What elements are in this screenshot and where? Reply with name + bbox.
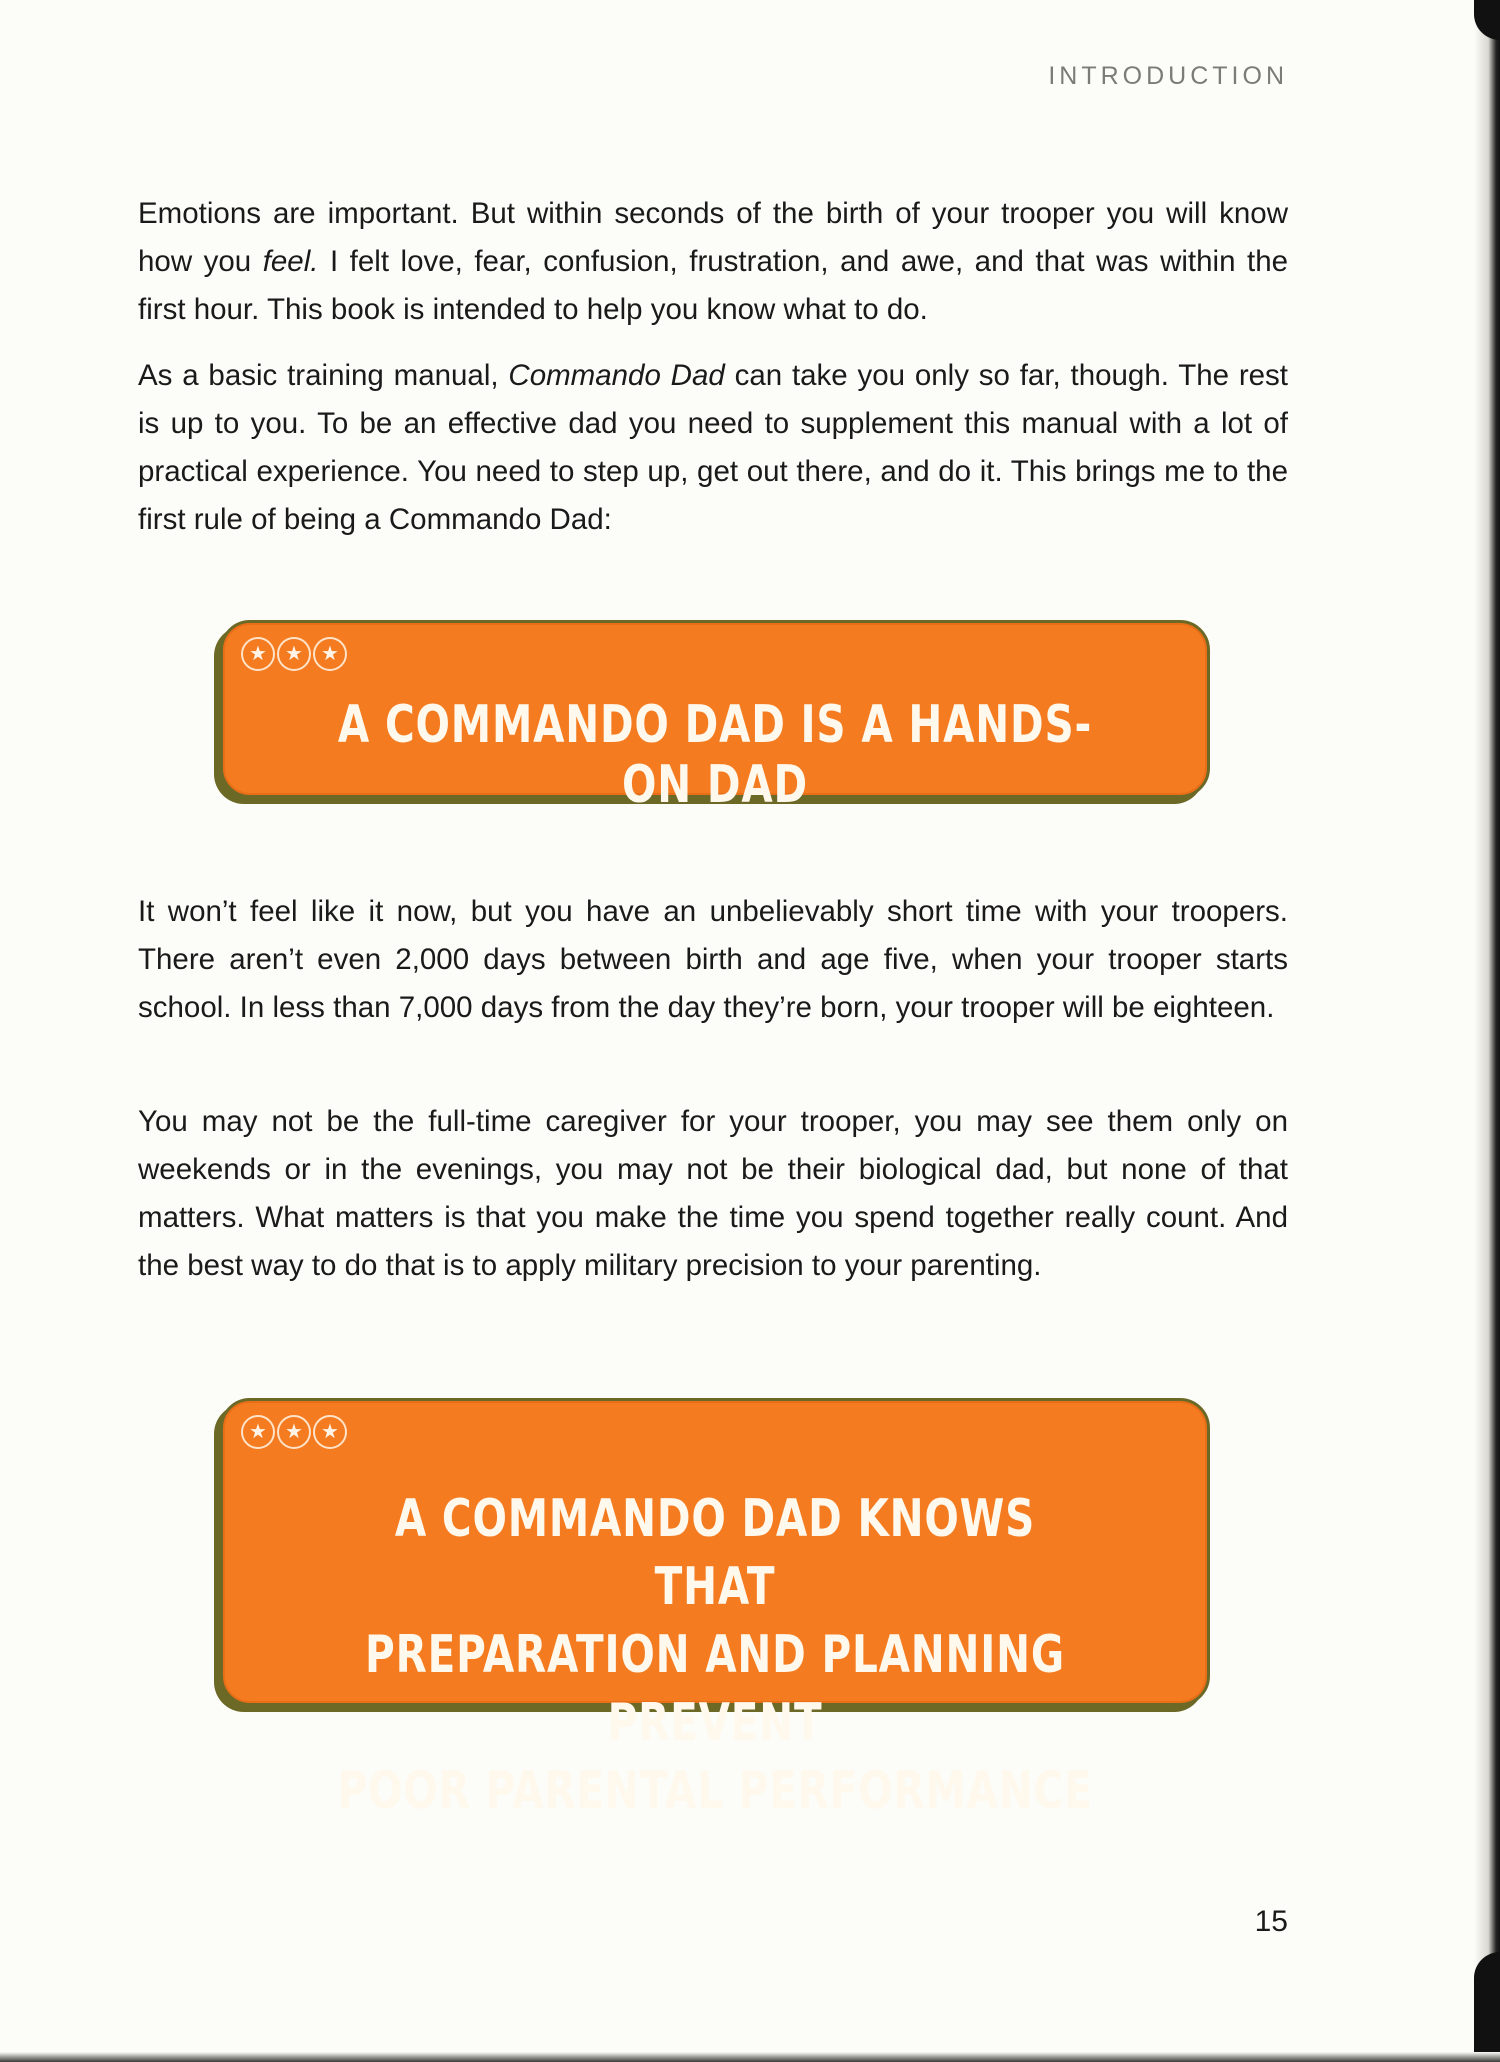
page-edge-shadow (1474, 0, 1500, 2062)
paragraph-3: It won’t feel like it now, but you have an unbelievably short time with your troopers. There aren’t even 2,000 days between birth and age five, when your trooper starts school. In less than 7,000 days from the day they’re born, your trooper will be eighteen. (138, 895, 1288, 1024)
page-corner-bottom (1474, 1952, 1500, 2062)
paragraph-2 (138, 352, 1288, 544)
rule-2-text: A COMMANDO DAD KNOWS THAT PREPARATION AND PLANNING PREVENT POOR PARENTAL PERFORMANCE (337, 1489, 1093, 1821)
paragraph-4: You may not be the full-time caregiver for your trooper, you may see them only on weekends or in the evenings, you may not be their biological dad, but none of that matters. What matters is that you make the time you spend together really count. And the best way to do that is to apply military precision to your parenting. (138, 1105, 1288, 1282)
rule-box-2 (220, 1398, 1210, 1821)
paragraph-1-text-a: Emotions are important. But within seconds of the birth of your trooper you will know how you (138, 197, 1288, 278)
star-icon: ★ (313, 637, 347, 671)
paragraph-1-text-b: I felt love, fear, confusion, frustration, and awe, and that was within the first hour. This book is intended to help you know what to do. (138, 245, 1289, 326)
paragraph-2-text-b: can take you only so far, though. The rest is up to you. To be an effective dad you need to supplement this manual with a lot of practical experience. You need to step up, get out there, and do it. This brings me to the first rule of being a Commando Dad: (138, 359, 1289, 536)
running-head: INTRODUCTION (1048, 62, 1288, 90)
paragraph-1 (138, 190, 1288, 334)
paragraph-2-text-a: As a basic training manual, (138, 359, 509, 392)
star-icon: ★ (277, 1415, 311, 1449)
star-icon: ★ (241, 1415, 275, 1449)
star-icon: ★ (277, 637, 311, 671)
paragraph-2-emphasis: Commando Dad (508, 359, 725, 392)
page-number: 15 (1254, 1905, 1288, 1938)
star-icon: ★ (313, 1415, 347, 1449)
rule-box-1 (220, 620, 1210, 815)
page-bottom-edge (0, 2052, 1500, 2062)
paragraph-1-emphasis: feel. (262, 245, 319, 278)
rule-1-text: A COMMANDO DAD IS A HANDS-ON DAD (337, 695, 1093, 815)
star-icon: ★ (241, 637, 275, 671)
